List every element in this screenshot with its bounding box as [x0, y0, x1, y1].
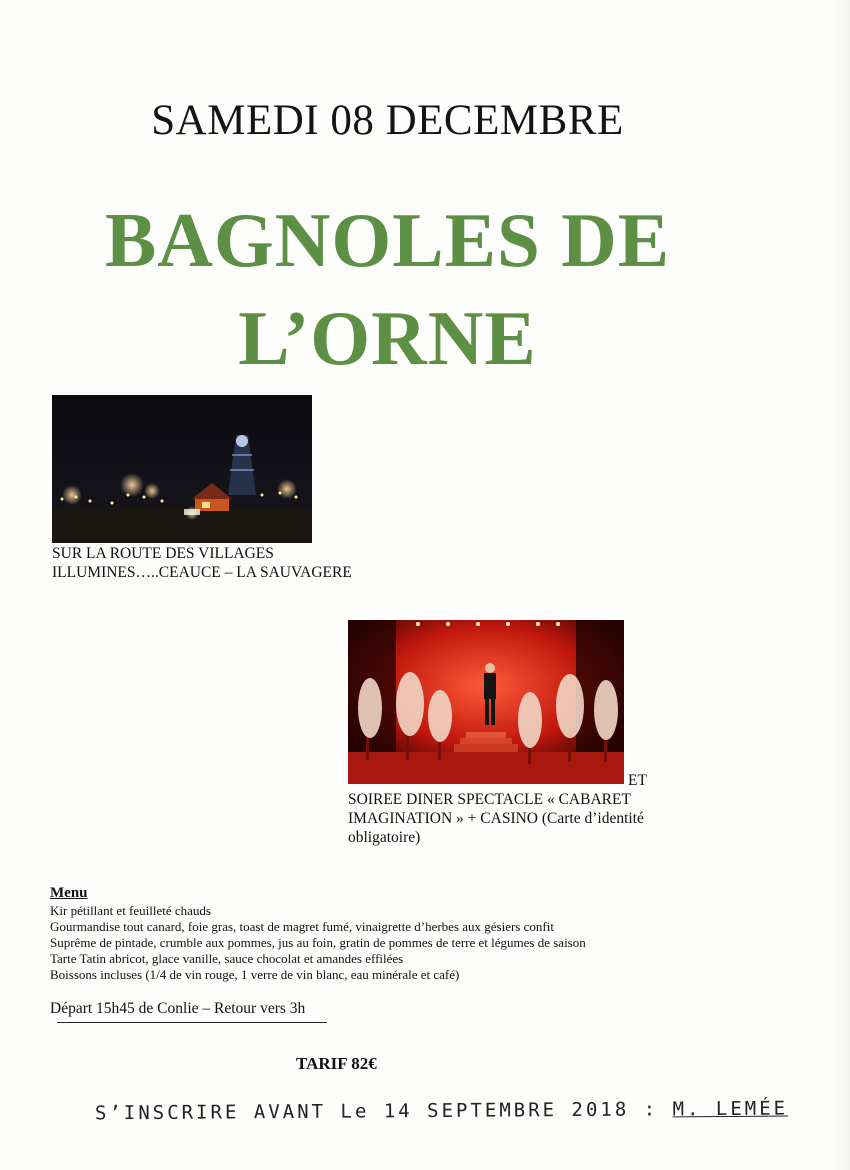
cabaret-photo	[348, 620, 624, 784]
villages-caption-line2: ILLUMINES…..CEAUCE – LA SAUVAGERE	[52, 564, 352, 581]
menu-title: Menu	[50, 885, 88, 901]
town-title-line2: L’ORNE	[238, 295, 537, 381]
menu-section	[50, 885, 670, 983]
cabaret-caption	[348, 790, 678, 847]
handwritten-contact-name: M. LEMÉE	[672, 1097, 789, 1121]
menu-item: Tarte Tatin abricot, glace vanille, sauce chocolat et amandes effilées	[50, 951, 404, 966]
price: TARIF 82€	[296, 1054, 377, 1073]
departure-info: Départ 15h45 de Conlie – Retour vers 3h	[50, 1000, 306, 1017]
villages-caption-line1: SUR LA ROUTE DES VILLAGES	[52, 545, 274, 562]
menu-item: Kir pétillant et feuilleté chauds	[50, 903, 211, 918]
villages-caption	[52, 544, 412, 582]
cabaret-caption-line1: SOIREE DINER SPECTACLE « CABARET	[348, 791, 631, 808]
cabaret-caption-line3: obligatoire)	[348, 829, 421, 846]
menu-item: Boissons incluses (1/4 de vin rouge, 1 verre de vin blanc, eau minérale et café)	[50, 967, 460, 982]
cabaret-et-label: ET	[628, 772, 647, 789]
event-date: SAMEDI 08 DECEMBRE	[151, 97, 624, 144]
menu-item: Suprême de pintade, crumble aux pommes, jus au foin, gratin de pommes de terre et légumes de saison	[50, 935, 586, 950]
handwritten-registration-note	[94, 1097, 789, 1125]
page-edge-shadow	[832, 0, 850, 1170]
cabaret-caption-line2: IMAGINATION » + CASINO (Carte d’identité	[348, 810, 644, 827]
departure-underline	[57, 1022, 327, 1023]
villages-photo	[52, 395, 312, 543]
menu-item: Gourmandise tout canard, foie gras, toast de magret fumé, vinaigrette d’herbes aux gésiers confit	[50, 919, 554, 934]
town-title-line1: BAGNOLES DE	[104, 197, 671, 283]
handwritten-text: S’INSCRIRE AVANT Le 14 SEPTEMBRE 2018 :	[94, 1098, 673, 1125]
